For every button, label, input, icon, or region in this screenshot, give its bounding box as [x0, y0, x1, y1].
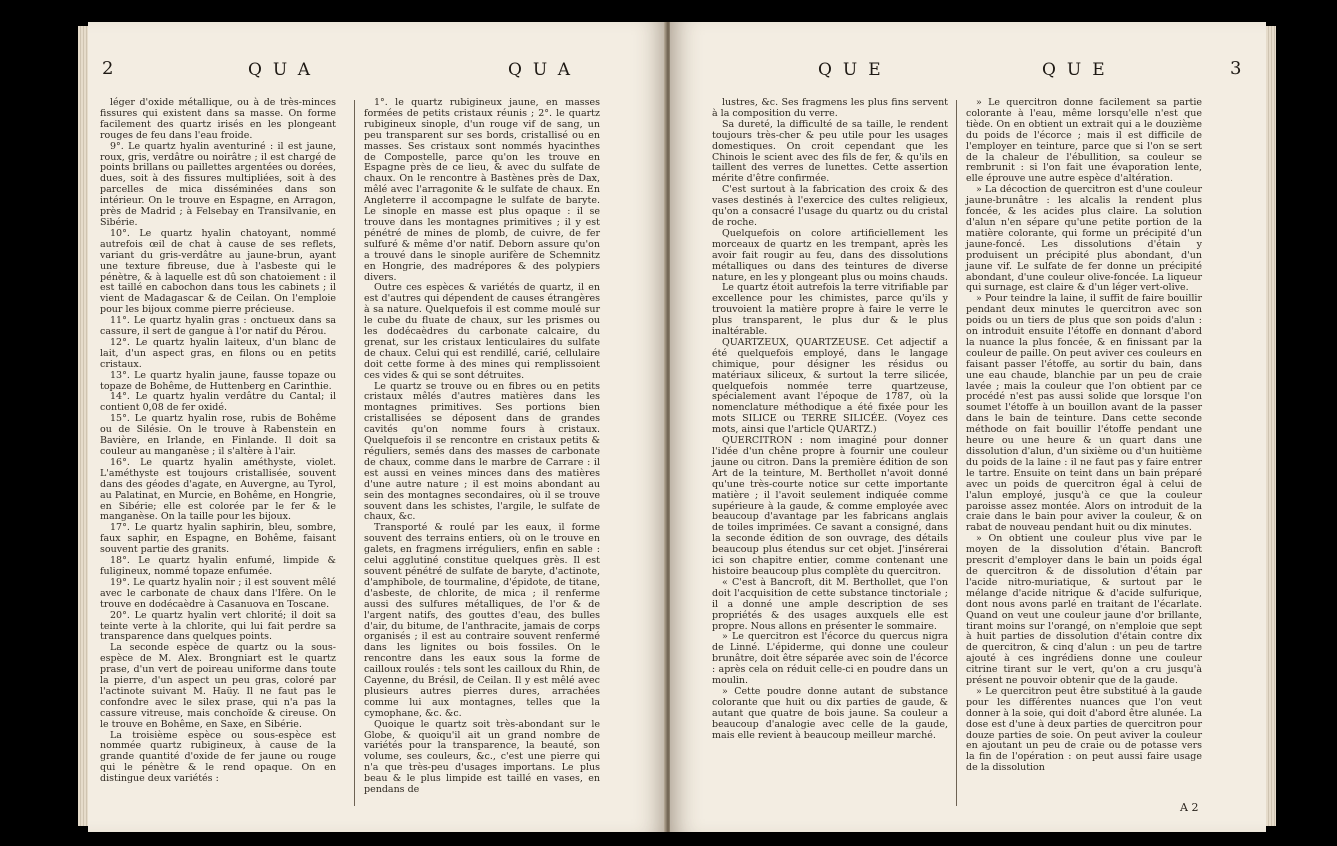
paragraph: La troisième espèce ou sous-espèce est nommée quartz rubigineux, à cause de la grande quantité d'oxide de fer jaune ou rouge qui le pénètre & le rend opaque. On en distingue deux variétés : [100, 729, 336, 785]
text-column-1 [100, 98, 336, 785]
paragraph: lustres, &c. Ses fragmens les plus fins servent à la composition du verre. [712, 97, 948, 119]
paragraph: C'est surtout à la fabrication des croix & des vases destinés à l'exercice des cultes religieux, qu'on a consacré l'usage du quartz ou du cristal de roche. [712, 184, 948, 228]
left-page-edges [78, 26, 88, 826]
paragraph: 12°. Le quartz hyalin laiteux, d'un blanc de lait, d'un aspect gras, en filons ou en petits cristaux. [100, 336, 336, 370]
page-number: 3 [1230, 58, 1242, 79]
column-rule [956, 100, 957, 806]
paragraph: » Le quercitron donne facilement sa partie colorante à l'eau, même lorsqu'elle n'est que tiède. On en obtient un extrait qui a le douzième du poids de l'écorce ; mais il est difficile de l'employer en teinture, parce que si l'on se sert de la chaleur de l'ébullition, sa couleur se rembrunit : si l'on fait une évaporation lente, elle éprouve une autre espèce d'altération. [966, 97, 1202, 185]
right-page [670, 22, 1266, 832]
paragraph: Transporté & roulé par les eaux, il forme souvent des terrains entiers, où on le trouve en galets, en fragmens irréguliers, enfin en sable : celui agglutiné constitue quelques grès. Il est souvent pénétré de sulfate de baryte, d'actinote, d'amphibole, de tourmaline, d'épidote, de titane, d'asbeste, de chlorite, de mica ; il renferme aussi des sulfures métalliques, de l'or & de l'argent natifs, des gouttes d'eau, des bulles d'air, du bitume, de l'anthracite, jamais de corps organisés ; il est au contraire souvent renfermé dans les lignites ou bois fossiles. On le rencontre dans les eaux sous la forme de cailloux roulés : tels sont les cailloux du Rhin, de Cayenne, du Brésil, de Ceilan. Il y est mêlé avec plusieurs autres pierres dures, arrachées comme lui aux montagnes, telles que la cymophane, &c. &c. [364, 522, 600, 719]
paragraph: La seconde espèce de quartz ou la sous-espèce de M. Alex. Brongniart est le quartz prase, d'un vert de poireau uniforme dans toute la pierre, d'un aspect un peu gras, coloré par l'actinote suivant M. Haüy. Il ne faut pas le confondre avec le silex prase, qui n'a pas la cassure vitreuse, mais conchoïde & cireuse. On le trouve en Bohême, en Saxe, en Sibérie. [100, 642, 336, 730]
paragraph: QUERCITRON : nom imaginé pour donner l'idée d'un chêne propre à fournir une couleur jaune ou citron. Dans la première édition de son Art de la teinture, M. Berthollet n'avoit donné qu'une très-courte notice sur cette importante matière ; il l'avoit seulement indiquée comme supérieure à la gaude, & comme employée avec beaucoup d'avantage par les fabricans anglais de toiles imprimées. Ce savant a consigné, dans la seconde édition de son ouvrage, des détails beaucoup plus étendus sur cet objet. J'insérerai ici son chapitre entier, comme contenant une histoire beaucoup plus complète du quercitron. [712, 435, 948, 577]
running-header-left: QUA [248, 60, 322, 80]
running-header-left: QUE [818, 60, 892, 80]
paragraph: 11°. Le quartz hyalin gras : onctueux dans sa cassure, il sert de gangue à l'or natif du Pérou. [100, 315, 336, 338]
paragraph: » On obtient une couleur plus vive par le moyen de la dissolution d'étain. Bancroft prescrit d'employer dans le bain un poids égal de quercitron & de dissolution d'étain par l'acide nitro-muriatique, & surtout par le mélange d'acide nitrique & d'acide sulfurique, dont nous avons parlé en traitant de l'écarlate. Quand on veut une couleur jaune d'or brillante, tirant moins sur l'orangé, on n'emploie que sept à huit parties de dissolution d'étain contre dix de quercitron, & cinq d'alun : un peu de tartre ajouté à ces ingrédiens donne une couleur citrine tirant sur le vert, qu'on a cru jusqu'à présent ne pouvoir obtenir que de la gaude. [966, 533, 1202, 687]
paragraph: Outre ces espèces & variétés de quartz, il en est d'autres qui dépendent de causes étrangères à sa nature. Quelquefois il est comme moulé sur le cube du fluate de chaux, sur les prismes ou les dodécaèdres du carbonate calcaire, du grenat, sur les cristaux lenticulaires du sulfate de chaux. Celui qui est rendillé, carié, cellulaire doit cette forme à des mines qui remplissoient ces vides & qui se sont détruites. [364, 282, 600, 381]
paragraph: 14°. Le quartz hyalin verdâtre du Cantal; il contient 0,08 de fer oxidé. [100, 391, 336, 414]
paragraph: Quoique le quartz soit très-abondant sur le Globe, & quoiqu'il ait un grand nombre de variétés pour la transparence, la beauté, son volume, ses couleurs, &c., c'est une pierre qui n'a que très-peu d'usages importans. Le plus beau & le plus limpide est taillé en vases, en pendans de [364, 718, 600, 796]
paragraph: 17°. Le quartz hyalin saphirin, bleu, sombre, faux saphir, en Espagne, en Bohême, faisant souvent partie des granits. [100, 522, 336, 556]
paragraph: » Le quercitron est l'écorce du quercus nigra de Linné. L'épiderme, qui donne une couleur brunâtre, doit être séparée avec soin de l'écorce : après cela on réduit celle-ci en poudre dans un moulin. [712, 631, 948, 687]
paragraph: Le quartz se trouve ou en fibres ou en petits cristaux mêlés d'autres matières dans les montagnes primitives. Ses portions bien cristallisées se déposent dans de grandes cavités qu'on nomme fours à cristaux. Quelquefois il se rencontre en cristaux petits & réguliers, semés dans des masses de carbonate de chaux, comme dans le marbre de Carrare : il est aussi en veines minces dans des matières d'une autre nature ; il est moins abondant au sein des montagnes secondaires, où il se trouve souvent dans les schistes, l'argile, le sulfate de chaux, &c. [364, 380, 600, 523]
paragraph: 10°. Le quartz hyalin chatoyant, nommé autrefois œil de chat à cause de ses reflets, variant du gris-verdâtre au jaune-brun, ayant une texture fibreuse, due à l'asbeste qui le pénètre, & à laquelle est dû son chatoiement : il est taillé en cabochon dans tous les cabinets ; il vient de Madagascar & de Ceilan. On l'emploie pour les bijoux comme pierre précieuse. [100, 227, 336, 316]
right-page-edges [1266, 26, 1276, 826]
running-header-right: QUE [1042, 60, 1116, 80]
signature-mark: A 2 [1180, 801, 1199, 814]
text-column-2 [966, 98, 1202, 774]
paragraph: 20°. Le quartz hyalin vert chlorité; il doit sa teinte verte à la chlorite, qui lui fait perdre sa transparence dans quelques points. [100, 609, 336, 643]
paragraph: Quelquefois on colore artificiellement les morceaux de quartz en les trempant, après les avoir fait rougir au feu, dans des dissolutions métalliques ou dans des teintures de diverse nature, en les y plongeant plus ou moins chauds. [712, 227, 948, 283]
paragraph: 9°. Le quartz hyalin aventuriné : il est jaune, roux, gris, verdâtre ou noirâtre ; il est chargé de points brillans ou paillettes argentées ou dorées, dues, soit à des fissures multipliées, soit à des parcelles de mica disséminées dans son intérieur. On le trouve en Espagne, en Arragon, près de Madrid ; à Felsebay en Transilvanie, en Sibérie. [100, 140, 336, 228]
paragraph: 15°. Le quartz hyalin rose, rubis de Bohême ou de Silésie. On le trouve à Rabenstein en Bavière, en Irlande, en Finlande. Il doit sa couleur au manganèse ; il s'altère à l'air. [100, 413, 336, 457]
text-column-2 [364, 98, 600, 796]
paragraph: » Le quercitron peut être substitué à la gaude pour les différentes nuances que l'on veut donner à la soie, qui doit d'abord être alunée. La dose est d'une à deux parties de quercitron pour douze parties de soie. On peut aviver la couleur en ajoutant un peu de craie ou de potasse vers la fin de l'opération : on peut aussi faire usage de la dissolution [966, 685, 1202, 774]
paragraph: léger d'oxide métallique, ou à de très-minces fissures qui existent dans sa masse. On forme facilement des quartz irisés en les plongeant rouges de feu dans l'eau froide. [100, 97, 336, 141]
paragraph: 18°. Le quartz hyalin enfumé, limpide & fuligineux, nommé topaze enfumée. [100, 555, 336, 577]
paragraph: 19°. Le quartz hyalin noir ; il est souvent mêlé avec le carbonate de chaux dans l'Ifère. On le trouve en dodécaèdre à Casanuova en Toscane. [100, 576, 336, 610]
paragraph: « C'est à Bancroft, dit M. Berthollet, que l'on doit l'acquisition de cette substance tinctoriale ; il a donné une ample description de ses propriétés & des usages auxquels elle est propre. Nous allons en présenter le sommaire. [712, 576, 948, 632]
left-page [88, 22, 666, 832]
running-header-right: QUA [508, 60, 582, 80]
paragraph: 1°. le quartz rubigineux jaune, en masses formées de petits cristaux réunis ; 2°. le quartz rubigineux sinople, d'un rouge vif de sang, un peu transparent sur ses bords, cristallisé ou en masses. Ses cristaux sont nommés hyacinthes de Compostelle, parce qu'on les trouve en Espagne près de ce lieu, & avec du sulfate de chaux. On le rencontre à Bastènes près de Dax, mêlé avec l'arragonite & le sulfate de chaux. En Angleterre il accompagne le sulfate de baryte. Le sinople en masse est plus opaque : il se trouve dans les montagnes primitives ; il y est pénétré de mines de plomb, de cuivre, de fer sulfuré & même d'or natif. Deborn assure qu'on a trouvé dans le sinople aurifère de Schemnitz en Hongrie, des madrépores & des polypiers divers. [364, 97, 600, 283]
paragraph: Sa dureté, la difficulté de sa taille, le rendent toujours très-cher & peu utile pour les usages domestiques. On croit cependant que les Chinois le scient avec des fils de fer, & qu'ils en taillent des verres de lunettes. Cette assertion mérite d'être confirmée. [712, 118, 948, 185]
page-number: 2 [102, 58, 114, 79]
paragraph: » Pour teindre la laine, il suffit de faire bouillir pendant deux minutes le quercitron avec son poids ou un tiers de plus que son poids d'alun : on introduit ensuite l'étoffe en donnant d'abord la nuance la plus foncée, & en finissant par la couleur de paille. On peut aviver ces couleurs en faisant passer l'étoffe, au sortir du bain, dans une eau chaude, blanchie par un peu de craie lavée ; mais la couleur que l'on obtient par ce procédé n'est pas aussi solide que lorsque l'on soumet l'étoffe à un bouillon avant de la passer dans le bain de teinture. Dans cette seconde méthode on fait bouillir l'étoffe pendant une heure ou une heure & un quart dans une dissolution d'alun, d'un sixième ou d'un huitième du poids de la laine : il ne faut pas y faire entrer le tartre. Ensuite on teint dans un bain préparé avec un poids de quercitron égal à celui de l'alun employé, jusqu'à ce que la couleur paroisse assez montée. Alors on introduit de la craie dans le bain pour aviver la couleur, & on rabat de nouveau pendant huit ou dix minutes. [966, 293, 1202, 534]
paragraph: » La décoction de quercitron est d'une couleur jaune-brunâtre : les alcalis la rendent plus foncée, & les acides plus claire. La solution d'alun n'en sépare qu'une petite portion de la matière colorante, qui forme un précipité d'un jaune-foncé. Les dissolutions d'étain y produisent un précipité plus abondant, d'un jaune vif. Le sulfate de fer donne un précipité abondant, d'une couleur olive-foncée. La liqueur qui surnage, est claire & d'un léger vert-olive. [966, 184, 1202, 294]
paragraph: QUARTZEUX, QUARTZEUSE. Cet adjectif a été quelquefois employé, dans le langage chimique, pour désigner les résidus ou matériaux siliceux, & surtout la terre silicée, quelquefois nommée terre quartzeuse, spécialement avant l'époque de 1787, où la nomenclature méthodique a été fixée pour les mots SILICE ou TERRE SILICÉE. (Voyez ces mots, ainsi que l'article QUARTZ.) [712, 336, 948, 436]
paragraph: Le quartz étoit autrefois la terre vitrifiable par excellence pour les chimistes, parce qu'ils y trouvoient la matière propre à faire le verre le plus transparent, le plus dur & le plus inaltérable. [712, 282, 948, 338]
side-tab-strip [1288, 80, 1334, 760]
paragraph: » Cette poudre donne autant de substance colorante que huit ou dix parties de gaude, & autant que quatre de bois jaune. Sa couleur a beaucoup d'analogie avec celle de la gaude, mais elle revient à beaucoup meilleur marché. [712, 685, 948, 741]
column-rule [354, 100, 355, 806]
paragraph: 13°. Le quartz hyalin jaune, fausse topaze ou topaze de Bohême, de Huttenberg en Carinthie. [100, 369, 336, 392]
paragraph: 16°. Le quartz hyalin améthyste, violet. L'améthyste est toujours cristallisée, souvent dans des géodes d'agate, en Auvergne, au Tyrol, au Palatinat, en Murcie, en Bohême, en Hongrie, en Sibérie; elle est colorée par le fer & le manganèse. On la taille pour les bijoux. [100, 456, 336, 523]
text-column-1 [712, 98, 948, 741]
